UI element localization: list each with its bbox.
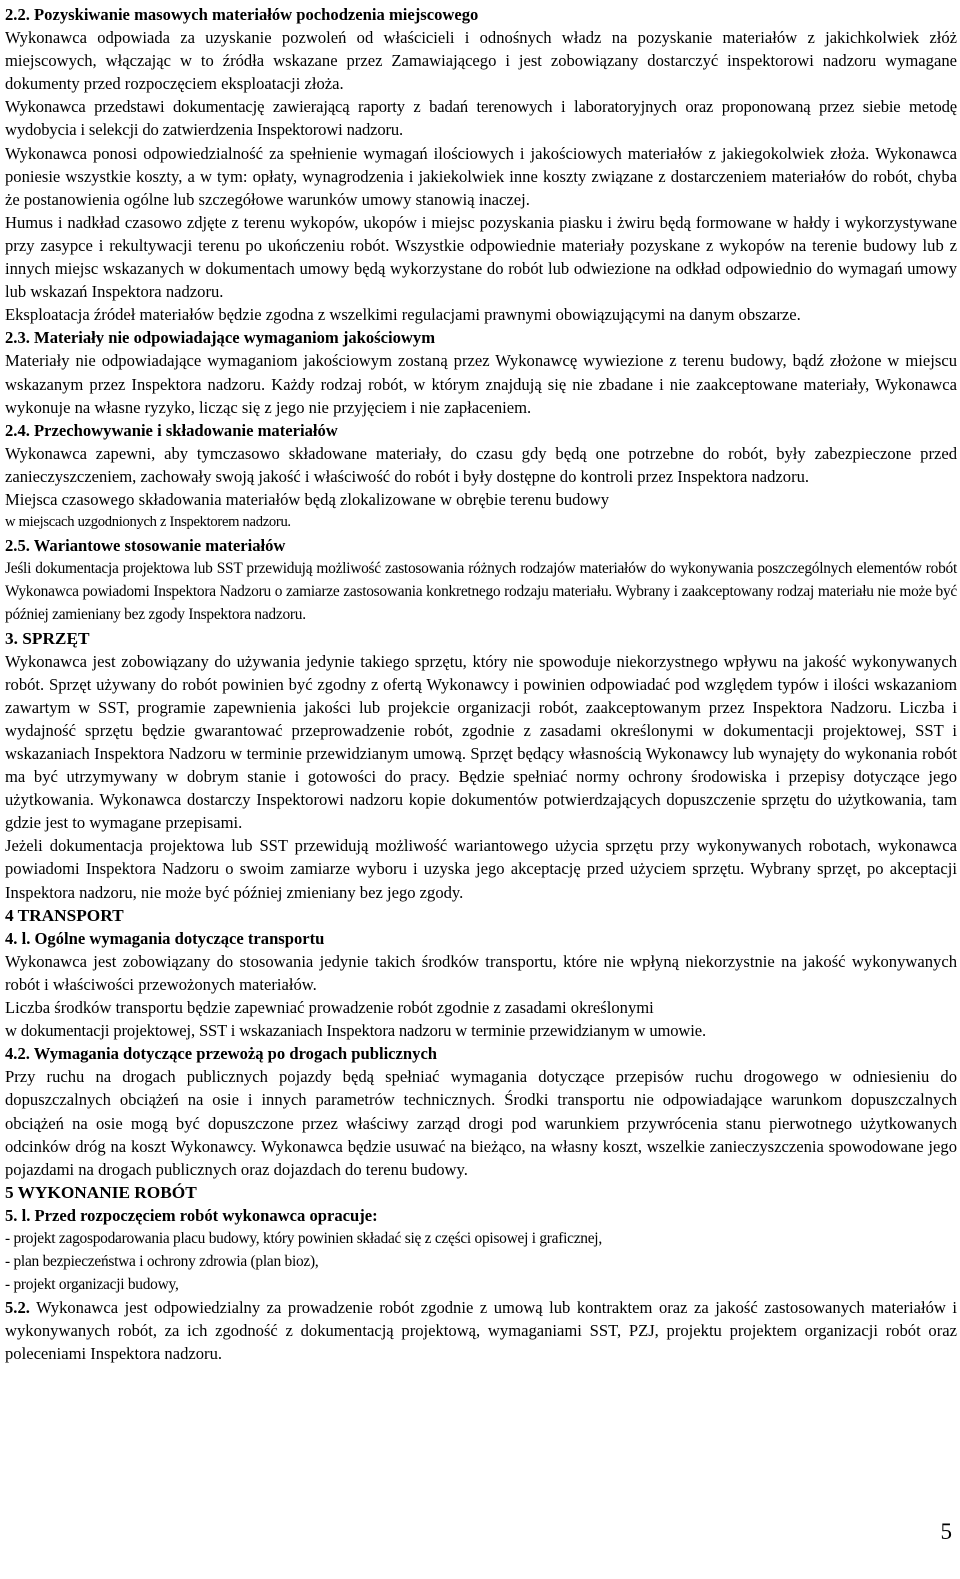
subsection-heading: 4. l. Ogólne wymagania dotyczące transportu [5,928,325,948]
paragraph: Wykonawca przedstawi dokumentację zawierającą raporty z badań terenowych i laboratoryjnych oraz proponowaną przez siebie metodę wydobycia i selekcji do zatwierdzenia Inspektorowi nadzoru. [5,97,957,140]
subsection-heading: 4.2. Wymagania dotyczące przewożą po drogach publicznych [5,1044,438,1064]
paragraph: Wykonawca ponosi odpowiedzialność za spełnienie wymagań ilościowych i jakościowych materiałów z jakiegokolwiek złoża. Wykonawca poniesie wszystkie koszty, a w tym: opłaty, wynagrodzenia i jakiekolwiek inne koszty związane z dostarczeniem materiałów do robót, chyba że postanowienia ogólne lub szczegółowe warunków umowy stanowią inaczej. [5,143,957,209]
section-heading: 4 TRANSPORT [5,905,124,925]
paragraph: Humus i nadkład czasowo zdjęte z terenu wykopów, ukopów i miejsc pozyskania piasku i żwiru będą formowane w hałdy i wykorzystywane przy zasypce i rekultywacji terenu po ukończeniu robót. Wszystkie odpowiednie materiały pozyskane z wykopów na terenie budowy lub z innych miejsc wskazanych w dokumentach umowy będą wykorzystane do robót lub odwiezione na odkład odpowiednio do wymagań umowy lub wskazań Inspektora nadzoru. [5,212,957,302]
paragraph: Materiały nie odpowiadające wymaganiom jakościowym zostaną przez Wykonawcę wywiezione z terenu budowy, bądź złożone w miejscu wskazanym przez Inspektora nadzoru. Każdy rodzaj robót, w którym znajdują się nie zbadane i nie zaakceptowane materiały, Wykonawca wykonuje na własne ryzyko, licząc się z jego nie przyjęciem i nie zapłaceniem. [5,351,957,417]
paragraph: Eksploatacja źródeł materiałów będzie zgodna z wszelkimi regulacjami prawnymi obowiązującymi na danym obszarze. [5,305,801,325]
paragraph-5-2 [5,1296,957,1365]
subsection-heading: 5. l. Przed rozpoczęciem robót wykonawca opracuje: [5,1205,378,1225]
paragraph: Miejsca czasowego składowania materiałów będą zlokalizowane w obrębie terenu budowy [5,489,610,509]
subsection-heading: 2.2. Pozyskiwanie masowych materiałów pochodzenia miejscowego [5,5,479,24]
paragraph: Wykonawca jest zobowiązany do używania jedynie takiego sprzętu, który nie spowoduje niekorzystnego wpływu na jakość wykonywanych robót. Sprzęt używany do robót powinien być zgodny z ofertą Wykonawcy i powinien odpowiadać pod względem typów i ilości wskazaniom zawartym w SST, programie zapewnienia jakości lub projekcie organizacji robót, zaakceptowanym przez Inspektora Nadzoru. Liczba i wydajność sprzętu będzie gwarantować przeprowadzenie robót, zgodnie z zasadami określonymi w dokumentacji projektowej, SST i wskazaniach Inspektora Nadzoru w terminie przewidzianym umową. Sprzęt będący własnością Wykonawcy lub wynajęty do wykonania robót ma być utrzymywany w dobrym stanie i gotowości do pracy. Będzie spełniać normy ochrony środowiska i przepisy dotyczące jego użytkowania. Wykonawca dostarczy Inspektorowi nadzoru kopie dokumentów potwierdzających dopuszczenie sprzętu do użytkowania, tam gdzie jest to wymagane przepisami. [5,651,957,833]
paragraph-text: Wykonawca jest odpowiedzialny za prowadzenie robót zgodnie z umową lub kontraktem oraz za jakość zastosowanych materiałów i wykonywanych robót, za ich zgodność z dokumentacją projektową, wymaganiami SST, PZJ, projektu projektem organizacji robót oraz poleceniami Inspektora nadzoru. [5,1298,957,1364]
subsection-heading: 2.5. Wariantowe stosowanie materiałów [5,536,286,556]
section-heading: 3. SPRZĘT [5,628,90,648]
subsection-heading: 2.4. Przechowywanie i składowanie materiałów [5,420,338,440]
paragraph: Wykonawca odpowiada za uzyskanie pozwoleń od właścicieli i odnośnych władz na pozyskanie materiałów z jakichkolwiek złóż miejscowych, włączając w to źródła wskazane przez Zamawiającego i jest zobowiązany dostarczyć inspektorowi nadzoru wymagane dokumenty przed rozpoczęciem eksploatacji złoża. [5,28,957,94]
paragraph: - plan bezpieczeństwa i ochrony zdrowia (plan bioz), [5,1253,319,1271]
section-heading: 5 WYKONANIE ROBÓT [5,1182,197,1202]
paragraph: Wykonawca zapewni, aby tymczasowo składowane materiały, do czasu gdy będą one potrzebne do robót, były zabezpieczone przed zanieczyszczeniem, zachowały swoją jakość i właściwość do robót i były dostępne do kontroli przez Inspektora nadzoru. [5,443,957,486]
paragraph: Wykonawca jest zobowiązany do stosowania jedynie takich środków transportu, które nie wpłyną niekorzystnie na jakość wykonywanych robót i właściwości przewożonych materiałów. [5,951,957,994]
document-body [5,3,957,1366]
subsection-heading: 2.3. Materiały nie odpowiadające wymaganiom jakościowym [5,328,436,348]
paragraph: - projekt zagospodarowania placu budowy, który powinien składać się z części opisowej i graficznej, [5,1229,602,1247]
paragraph: w dokumentacji projektowej, SST i wskazaniach Inspektora nadzoru w terminie przewidzianym w umowie. [5,1021,706,1041]
section-number: 5.2. [5,1298,30,1318]
paragraph: Jeśli dokumentacja projektowa lub SST przewidują możliwość zastosowania różnych rodzajów materiałów do wykonywania poszczególnych elementów robót Wykonawca powiadomi Inspektora Nadzoru o zamiarze zastosowania konkretnego rodzaju materiału. Wybrany i zaakceptowany rodzaj materiału nie może być później zamieniany bez zgody Inspektora nadzoru. [5,560,957,624]
paragraph: - projekt organizacji budowy, [5,1276,179,1294]
page-number: 5 [940,1519,952,1544]
paragraph: w miejscach uzgodnionych z Inspektorem nadzoru. [5,514,291,531]
paragraph: Jeżeli dokumentacja projektowa lub SST przewidują możliwość wariantowego użycia sprzętu przy wykonywanych robotach, wykonawca powiadomi Inspektora Nadzoru o swoim zamiarze wyboru i uzyska jego akceptację przed użyciem sprzętu. Wybrany sprzęt, po akceptacji Inspektora nadzoru, nie może być później zmieniany bez jego zgody. [5,836,957,902]
paragraph: Przy ruchu na drogach publicznych pojazdy będą spełniać wymagania dotyczące przepisów ruchu drogowego w odniesieniu do dopuszczalnych obciążeń na osie i innych parametrów technicznych. Środki transportu nie odpowiadające warunkom dopuszczalnych obciążeń na osie mogą być dopuszczone przez właściwy zarząd drogi pod warunkiem przywrócenia stanu pierwotnego użytkowanych odcinków dróg na koszt Wykonawcy. Wykonawca będzie usuwać na bieżąco, na własny koszt, wszelkie zanieczyszczenia spowodowane jego pojazdami na drogach publicznych oraz dojazdach do terenu budowy. [5,1067,957,1179]
paragraph: Liczba środków transportu będzie zapewniać prowadzenie robót zgodnie z zasadami określonymi [5,998,654,1018]
